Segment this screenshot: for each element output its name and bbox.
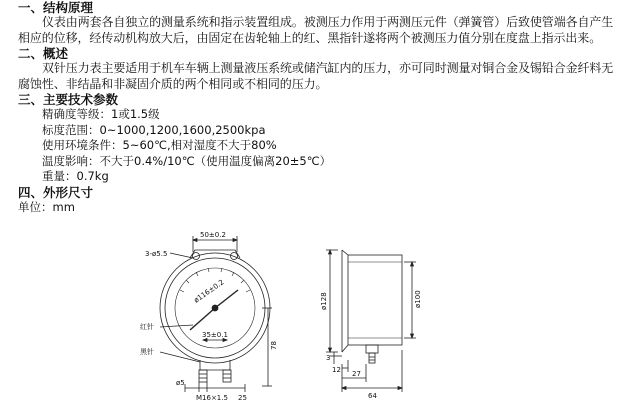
- gauge-front-view: [160, 236, 272, 392]
- dim-mount-holes: 3-ø5.5: [145, 250, 168, 258]
- dim-width-25: 25: [238, 394, 247, 402]
- unit-label: 单位：mm: [18, 199, 75, 214]
- dim-height-78: 78: [270, 341, 278, 350]
- dim-thread: M16×1.5: [196, 394, 228, 402]
- dim-12: 12: [332, 366, 341, 374]
- param-environment: 使用环境条件：5~60℃,相对湿度不大于80%: [42, 138, 277, 152]
- dim-outer-diameter: ø128: [320, 292, 328, 310]
- section-1-title: 一、结构原理: [18, 0, 94, 15]
- dim-27: 27: [352, 370, 361, 378]
- param-temperature: 温度影响：不大于0.4%/10℃（使用温度偏离20±5℃）: [42, 153, 332, 168]
- dim-3: 3: [326, 354, 331, 362]
- section-1-text: 仪表由两套各自独立的测量系统和指示装置组成。被测压力作用于两测压元件（弹簧管）后致使管端各自产生相应的位移，经传动机构放大后，由固定在齿轮轴上的红、黑指针遂将两个被测压力值分别在度盘上指示出来。: [18, 15, 614, 45]
- label-black-needle: 黑针: [140, 348, 154, 356]
- dim-64: 64: [368, 392, 377, 400]
- dim-phi5: ø5: [176, 379, 185, 387]
- param-accuracy: 精确度等级：1或1.5级: [42, 107, 160, 121]
- section-2-text: 双针压力表主要适用于机车车辆上测量液压系统或储汽缸内的压力，亦可同时测量对铜合金及锡铅合金纤料无腐蚀性、非结晶和非凝固介质的两个相同或不相同的压力。: [18, 61, 614, 91]
- dim-top-width: 50±0.2: [200, 231, 226, 239]
- param-weight: 重量：0.7kg: [42, 169, 109, 183]
- dim-inner-diameter: ø100: [414, 290, 422, 308]
- section-2-title: 二、概述: [18, 46, 69, 61]
- param-range: 标度范围：0~1000,1200,1600,2500kpa: [42, 122, 266, 137]
- section-3-title: 三、主要技术参数: [18, 92, 119, 107]
- label-red-needle: 红针: [140, 323, 154, 331]
- section-4-title: 四、外形尺寸: [18, 184, 94, 200]
- dim-dial-circle: ø116±0.2: [192, 278, 226, 305]
- dim-connector-spacing: 35±0.1: [202, 331, 228, 339]
